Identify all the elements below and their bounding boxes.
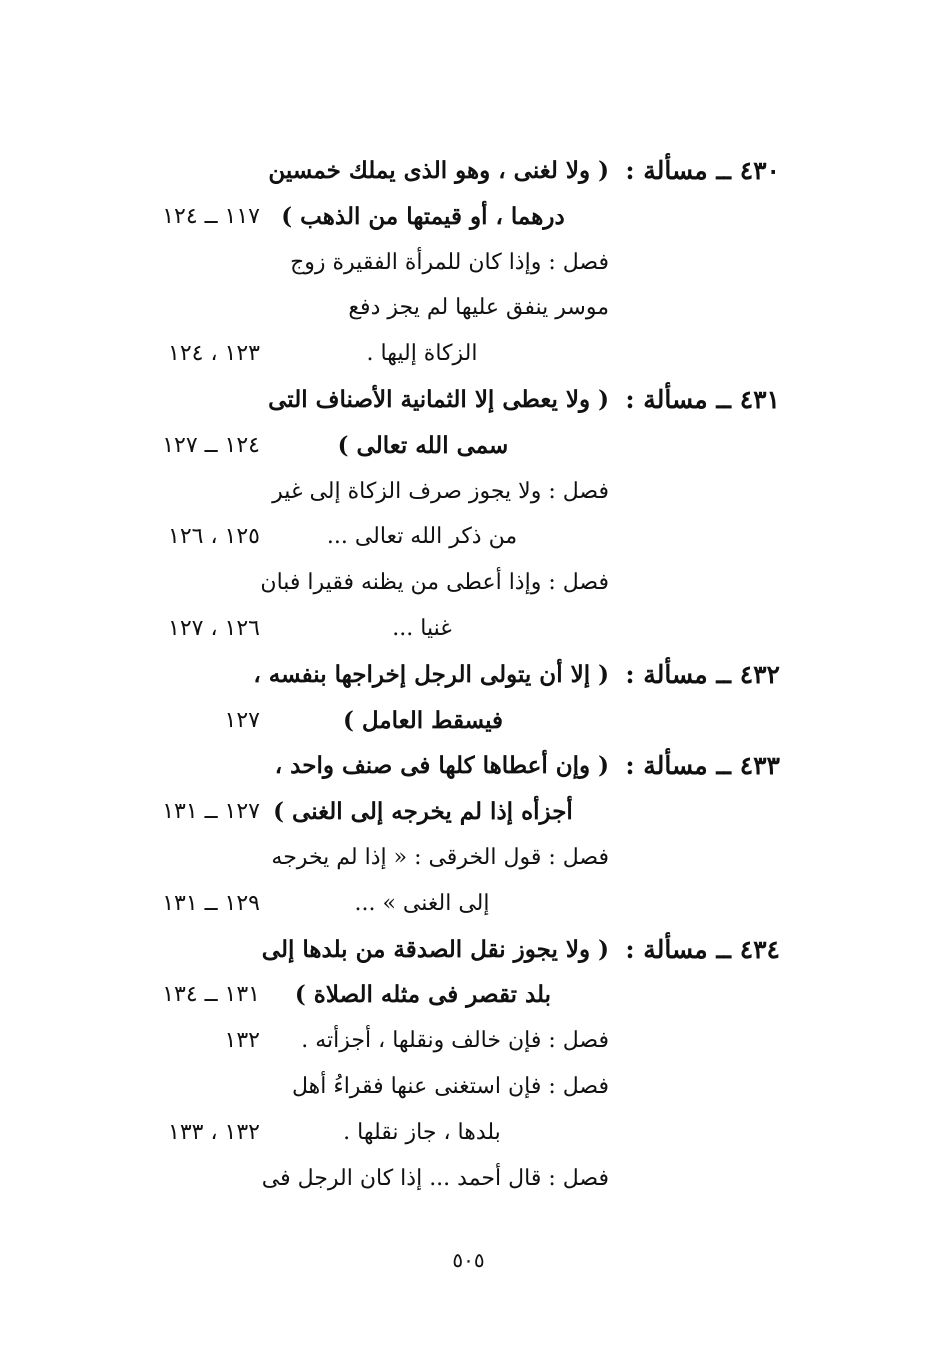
index-row [0,698,937,744]
index-row [0,1064,937,1110]
index-row [0,835,937,881]
entry-text: فصل : فإن خالف ونقلها ، أجزأته . [301,1028,609,1054]
index-row [0,881,937,927]
index-row [0,652,937,698]
entry-text: فصل : فإن استغنى عنها فقراءُ أهل [291,1074,609,1099]
index-row [0,927,937,973]
index-row [0,285,937,331]
entry-text: ( وإن أعطاها كلها فى صنف واحد ، [274,752,609,780]
entry-text: فصل : وإذا كان للمرأة الفقيرة زوج [290,249,609,275]
index-row [0,743,937,789]
index-row [0,331,937,377]
masala-label: ٤٣٣ ــ مسألة : [625,751,780,781]
page-reference: ١٢٧ [224,707,260,733]
masala-label: ٤٣٠ ــ مسألة : [625,156,780,185]
index-row [0,789,937,835]
entry-text: بلدها ، جاز نقلها . [343,1119,501,1145]
page-reference: ١٣٢ [224,1028,260,1054]
page-reference: ١٣٢ ، ١٣٣ [168,1119,260,1145]
index-row [0,972,937,1018]
page-reference: ١٢٧ ــ ١٣١ [162,799,260,825]
entry-text: سمى الله تعالى ) [337,431,509,459]
masala-label: ٤٣١ ــ مسألة : [625,385,780,414]
page-reference: ١٣١ ــ ١٣٤ [162,982,260,1008]
entry-text: فيسقط العامل ) [342,706,504,734]
index-row [0,1110,937,1156]
page-number: ٥٠٥ [452,1248,485,1272]
entry-text: إلى الغنى » ... [354,890,490,916]
entry-text: غنيا ... [392,616,452,641]
index-row [0,423,937,469]
entry-text: درهما ، أو قيمتها من الذهب ) [281,202,565,230]
page-reference: ١٢٣ ، ١٢٤ [168,341,260,367]
page-reference: ١٢٤ ــ ١٢٧ [162,432,260,458]
entry-text: فصل : وإذا أعطى من يظنه فقيرا فبان [260,570,609,596]
entry-text: فصل : قول الخرقى : « إذا لم يخرجه [271,845,609,870]
page-reference: ١١٧ ــ ١٢٤ [162,203,260,229]
index-row [0,148,937,194]
entry-text: ( ولا يعطى إلا الثمانية الأصناف التى [268,386,609,413]
index-row [0,606,937,652]
page-reference: ١٢٩ ــ ١٣١ [162,890,260,916]
index-row [0,194,937,240]
entry-text: الزكاة إليها . [366,341,478,367]
entry-text: بلد تقصر فى مثله الصلاة ) [294,981,552,1009]
entry-text: ( ولا لغنى ، وهو الذى يملك خمسين [268,157,609,184]
index-row [0,514,937,560]
entry-text: ( إلا أن يتولى الرجل إخراجها بنفسه ، [253,660,609,688]
page-reference: ١٢٥ ، ١٢٦ [168,524,260,550]
entry-text: أجزأه إذا لم يخرجه إلى الغنى ) [273,798,573,826]
index-row [0,377,937,423]
entry-text: من ذكر الله تعالى ... [326,524,518,550]
index-row [0,469,937,515]
masala-label: ٤٣٢ ــ مسألة : [625,659,780,689]
entry-text: موسر ينفق عليها لم يجز دفع [348,295,609,321]
index-row [0,1018,937,1064]
masala-label: ٤٣٤ ــ مسألة : [625,934,780,964]
index-row [0,560,937,606]
entry-text: فصل : ولا يجوز صرف الزكاة إلى غير [272,478,609,504]
index-row [0,240,937,286]
page-reference: ١٢٦ ، ١٢٧ [168,616,260,641]
index-row [0,1156,937,1202]
entry-text: ( ولا يجوز نقل الصدقة من بلدها إلى [261,935,609,963]
entry-text: فصل : قال أحمد ... إذا كان الرجل فى [261,1165,609,1191]
